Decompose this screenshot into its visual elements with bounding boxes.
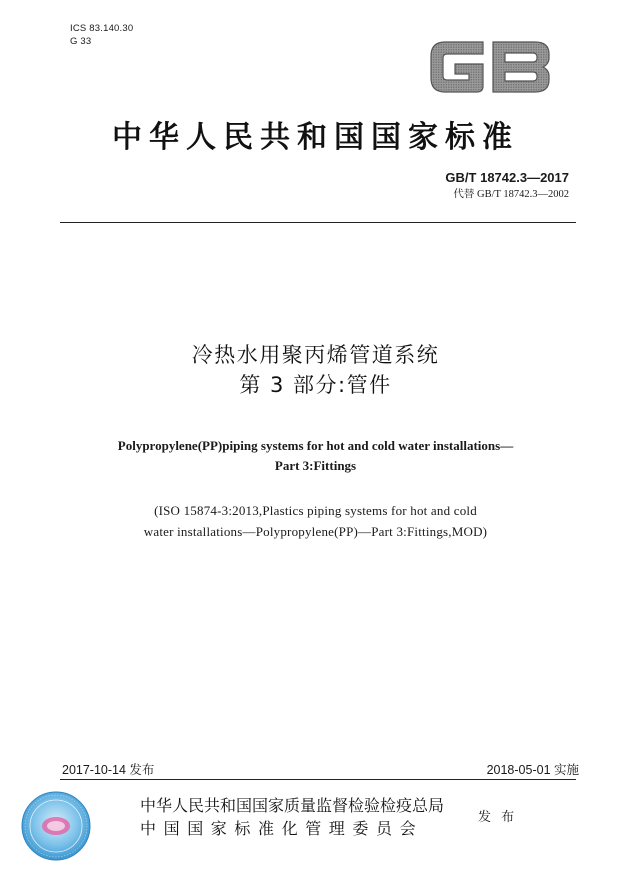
publish-label: 发 布 <box>478 810 518 825</box>
top-divider <box>60 222 576 223</box>
issue-date: 2017-10-14 发布 <box>62 763 155 777</box>
english-title-line-1: Polypropylene(PP)piping systems for hot and cold water installations— <box>117 438 514 453</box>
chinese-title-line-2: 第 3 部分:管件 <box>239 373 392 397</box>
replaces-standard: 代替 GB/T 18742.3—2002 <box>453 189 569 200</box>
bottom-divider <box>60 779 576 780</box>
classification-codes <box>70 22 133 48</box>
anti-counterfeit-seal-icon <box>20 790 92 862</box>
implementation-date: 2018-05-01 实施 <box>486 763 579 777</box>
chinese-title-line-1: 冷热水用聚丙烯管道系统 <box>191 343 440 367</box>
standard-number-block <box>445 170 569 201</box>
ics-code: ICS 83.140.30 <box>70 23 134 34</box>
iso-reference <box>0 500 631 542</box>
ccs-code: G 33 <box>70 36 92 47</box>
national-standard-title: 中华人民共和国国家标准 <box>112 120 519 155</box>
iso-reference-line-1: (ISO 15874-3:2013,Plastics piping systems for hot and cold <box>154 503 477 518</box>
english-title <box>0 436 631 476</box>
issuer-line-2: 中国国家标准化管理委员会 <box>140 819 424 838</box>
issuer-line-1: 中华人民共和国国家质量监督检验检疫总局 <box>140 796 445 815</box>
standard-code: GB/T 18742.3—2017 <box>445 170 569 185</box>
gb-logo <box>425 36 555 98</box>
chinese-title <box>0 340 631 400</box>
english-title-line-2: Part 3:Fittings <box>274 458 357 473</box>
issuing-authorities <box>140 794 444 840</box>
iso-reference-line-2: water installations—Polypropylene(PP)—Part 3:Fittings,MOD) <box>143 524 488 539</box>
